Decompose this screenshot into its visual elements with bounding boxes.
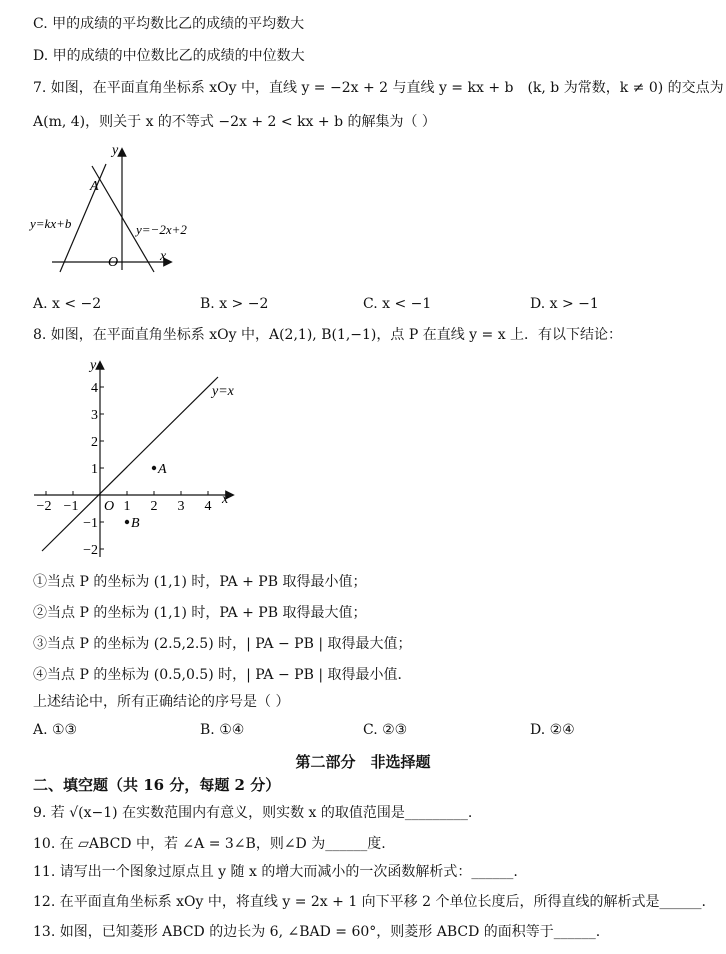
origin-label: O: [104, 499, 115, 514]
point-a: [152, 466, 156, 470]
y-tick: −1: [83, 516, 98, 531]
conclusion-2: ②当点 P 的坐标为 (1,1) 时，PA + PB 取得最大值；: [33, 605, 367, 621]
line2-label: y=−2x+2: [136, 222, 187, 237]
point-a-label: A: [158, 462, 167, 477]
y-tick: 4: [91, 381, 98, 396]
y-tick: −2: [83, 543, 98, 558]
y-axis-label: y: [90, 358, 97, 373]
q7-option-a: A. x < −2: [33, 296, 102, 312]
q8-option-b: B. ①④: [200, 722, 245, 738]
q8-option-a: A. ①③: [33, 722, 78, 738]
x-tick: 2: [150, 499, 158, 514]
q8-option-c: C. ②③: [363, 722, 408, 738]
option-c-q6: C. 甲的成绩的平均数比乙的成绩的平均数大: [33, 16, 305, 32]
x-tick: 1: [123, 499, 131, 514]
figure-q8: [28, 355, 248, 565]
y-tick: 3: [91, 408, 98, 423]
question-7-line1: 7. 如图，在平面直角坐标系 xOy 中，直线 y = −2x + 2 与直线 y = kx + b (k, b 为常数，k ≠ 0) 的交点为: [33, 80, 724, 96]
question-12: 12. 在平面直角坐标系 xOy 中，将直线 y = 2x + 1 向下平移 2 个单位长度后，所得直线的解析式是______.: [33, 894, 706, 910]
q7-option-c: C. x < −1: [363, 296, 432, 312]
fill-in-heading: 二、填空题（共 16 分，每题 2 分）: [33, 776, 281, 794]
point-a-label: A: [90, 179, 99, 194]
question-13: 13. 如图，已知菱形 ABCD 的边长为 6, ∠BAD = 60°，则菱形 ABCD 的面积等于______.: [33, 924, 601, 940]
conclusion-1: ①当点 P 的坐标为 (1,1) 时，PA + PB 取得最小值；: [33, 574, 367, 590]
y-axis-label: y: [112, 143, 119, 158]
question-7-line2: A(m, 4)，则关于 x 的不等式 −2x + 2 < kx + b 的解集为（ ）: [33, 114, 436, 130]
part-two-heading: 第二部分 非选择题: [295, 753, 431, 771]
line-y-equals-x: [42, 377, 218, 551]
q7-option-d: D. x > −1: [530, 296, 599, 312]
point-b-label: B: [131, 516, 140, 531]
line-neg2x-plus-2: [92, 166, 154, 272]
question-10: 10. 在 ▱ABCD 中，若 ∠A = 3∠B，则∠D 为______度.: [33, 836, 386, 852]
x-tick: 3: [177, 499, 185, 514]
question-8: 8. 如图，在平面直角坐标系 xOy 中，A(2,1), B(1,−1)，点 P 在直线 y = x 上．有以下结论：: [33, 327, 623, 343]
question-8-prompt: 上述结论中，所有正确结论的序号是（ ）: [33, 694, 290, 710]
x-axis-label: x: [160, 249, 167, 264]
x-tick: −1: [63, 499, 79, 514]
q7-option-b: B. x > −2: [200, 296, 269, 312]
option-d-q6: D. 甲的成绩的中位数比乙的成绩的中位数大: [33, 48, 305, 64]
question-11: 11. 请写出一个图象过原点且 y 随 x 的增大而减小的一次函数解析式：______.: [33, 864, 518, 880]
x-tick: 4: [204, 499, 212, 514]
question-9: 9. 若 √(x−1) 在实数范围内有意义，则实数 x 的取值范围是_________.: [33, 805, 473, 821]
x-axis-label: x: [222, 492, 229, 507]
conclusion-4: ④当点 P 的坐标为 (0.5,0.5) 时，| PA − PB | 取得最小值．: [33, 667, 412, 683]
origin-label: O: [108, 255, 119, 270]
point-b: [125, 520, 129, 524]
y-tick: 1: [91, 462, 98, 477]
q8-option-d: D. ②④: [530, 722, 575, 738]
y-tick: 2: [91, 435, 98, 450]
line-label: y=x: [212, 384, 234, 399]
x-tick: −2: [36, 499, 52, 514]
conclusion-3: ③当点 P 的坐标为 (2.5,2.5) 时，| PA − PB | 取得最大值；: [33, 636, 412, 652]
line1-label: y=kx+b: [30, 216, 72, 231]
figure-q7: [28, 142, 198, 282]
